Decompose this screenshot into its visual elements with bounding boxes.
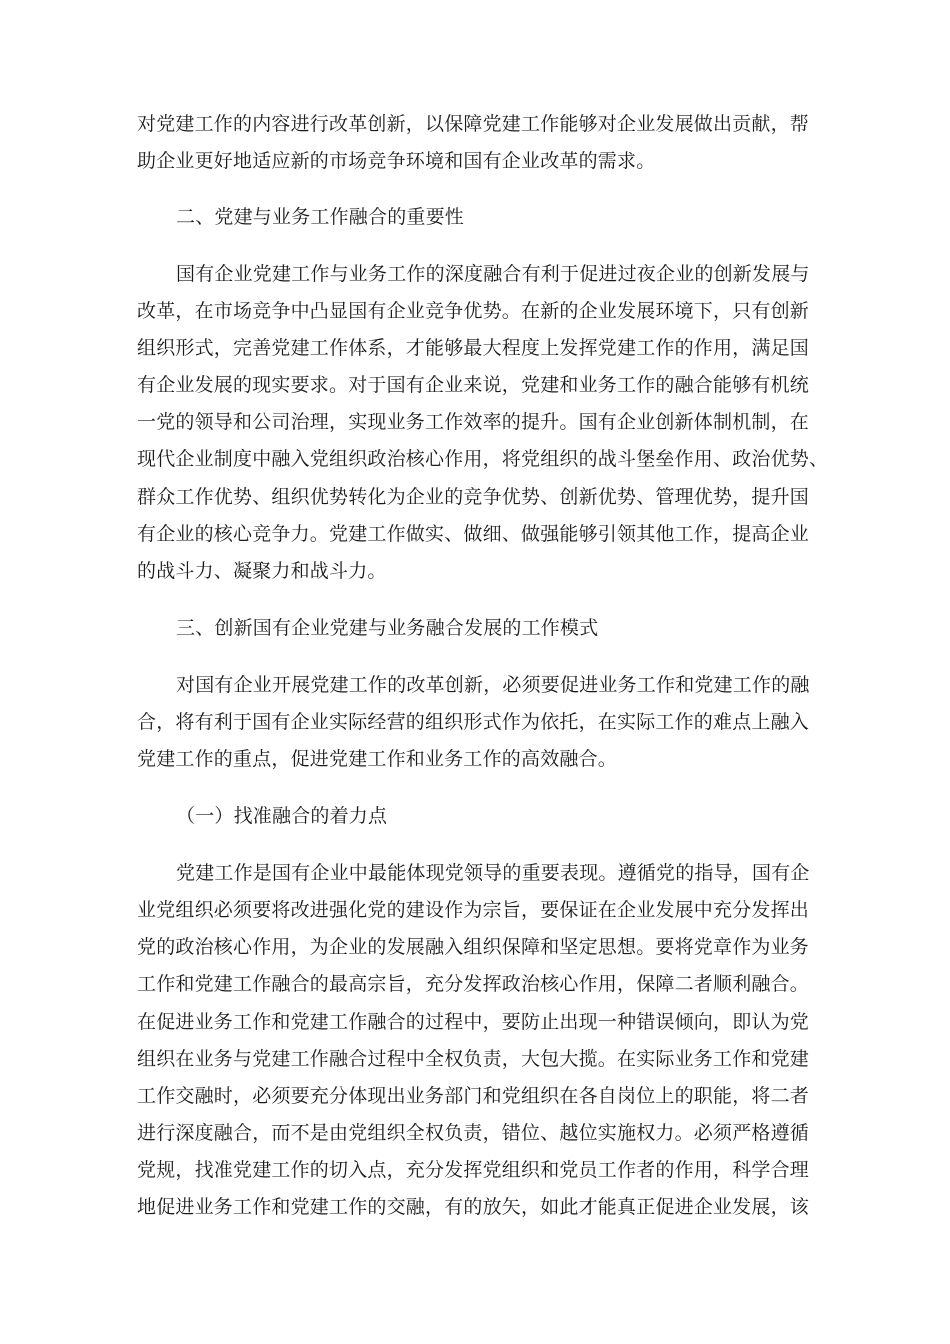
section-2-line-5: 一党的领导和公司治理，实现业务工作效率的提升。国有企业创新体制机制，在 [137, 411, 810, 433]
subsection-1-heading: （一）找准融合的着力点 [176, 805, 388, 827]
subsection-1-line-10: 地促进业务工作和党建工作的交融，有的放矢，如此才能真正促进企业发展，该 [137, 1196, 810, 1218]
subsection-1-line-1: 党建工作是国有企业中最能体现党领导的重要表现。遵循党的指导，国有企 [176, 862, 810, 884]
subsection-1-line-6: 组织在业务与党建工作融合过程中全权负责，大包大揽。在实际业务工作和党建 [137, 1048, 810, 1070]
section-3-line-1: 对国有企业开展党建工作的改革创新，必须要促进业务工作和党建工作的融 [176, 674, 810, 696]
section-3-heading: 三、创新国有企业党建与业务融合发展的工作模式 [176, 617, 599, 639]
subsection-1-line-2: 业党组织必须要将改进强化党的建设作为宗旨，要保证在企业发展中充分发挥出 [137, 899, 810, 921]
section-3-line-2: 合，将有利于国有企业实际经营的组织形式作为依托，在实际工作的难点上融入 [137, 711, 810, 733]
section-2-line-3: 组织形式，完善党建工作体系，才能够最大程度上发挥党建工作的作用，满足国 [137, 337, 810, 359]
section-2-heading: 二、党建与业务工作融合的重要性 [176, 206, 465, 228]
intro-line-1: 对党建工作的内容进行改革创新，以保障党建工作能够对企业发展做出贡献，帮 [137, 113, 810, 135]
section-2-line-8: 有企业的核心竞争力。党建工作做实、做细、做强能够引领其他工作，提高企业 [137, 523, 810, 545]
intro-line-2: 助企业更好地适应新的市场竞争环境和国有企业改革的需求。 [137, 150, 656, 172]
subsection-1-line-8: 进行深度融合，而不是由党组织全权负责，错位、越位实施权力。必须严格遵循 [137, 1122, 810, 1144]
section-2-line-1: 国有企业党建工作与业务工作的深度融合有利于促进过夜企业的创新发展与 [176, 263, 810, 285]
section-2-line-9: 的战斗力、凝聚力和战斗力。 [137, 560, 387, 582]
subsection-1-line-4: 工作和党建工作融合的最高宗旨，充分发挥政治核心作用，保障二者顺利融合。 [137, 973, 810, 995]
section-2-line-7: 群众工作优势、组织优势转化为企业的竞争优势、创新优势、管理优势，提升国 [137, 486, 810, 508]
subsection-1-line-9: 党规，找准党建工作的切入点，充分发挥党组织和党员工作者的作用，科学合理 [137, 1159, 810, 1181]
subsection-1-line-7: 工作交融时，必须要充分体现出业务部门和党组织在各自岗位上的职能，将二者 [137, 1085, 810, 1107]
section-2-line-6: 现代企业制度中融入党组织政治核心作用，将党组织的战斗堡垒作用、政治优势、 [137, 448, 829, 470]
section-3-line-3: 党建工作的重点，促进党建工作和业务工作的高效融合。 [137, 748, 618, 770]
subsection-1-line-3: 党的政治核心作用，为企业的发展融入组织保障和坚定思想。要将党章作为业务 [137, 936, 810, 958]
section-2-line-2: 改革，在市场竞争中凸显国有企业竞争优势。在新的企业发展环境下，只有创新 [137, 300, 810, 322]
section-2-line-4: 有企业发展的现实要求。对于国有企业来说，党建和业务工作的融合能够有机统 [137, 374, 810, 396]
subsection-1-line-5: 在促进业务工作和党建工作融合的过程中，要防止出现一种错误倾向，即认为党 [137, 1011, 810, 1033]
